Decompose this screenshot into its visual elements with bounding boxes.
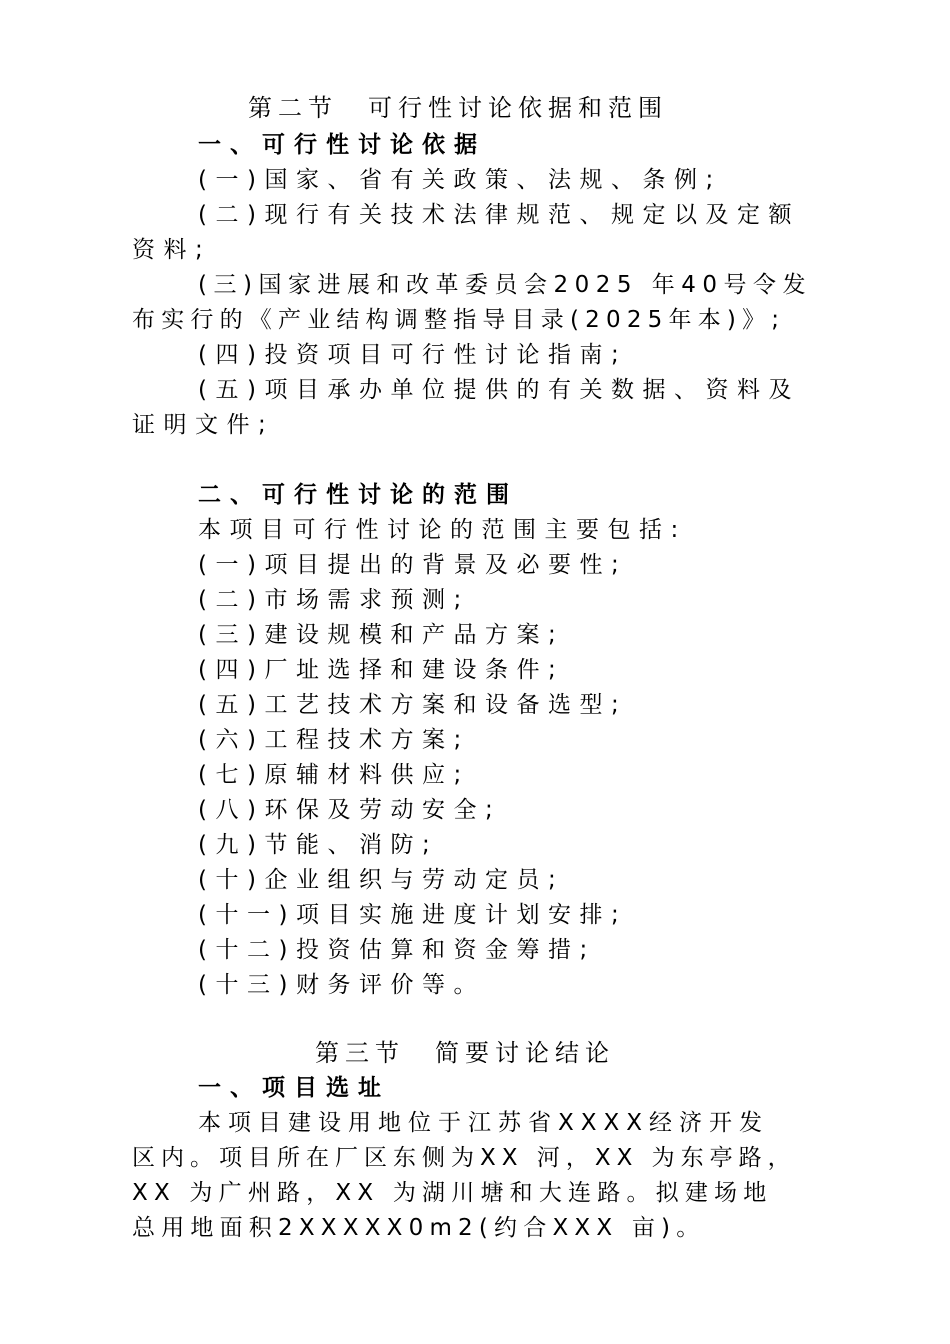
scope-item: (三)建设规模和产品方案; xyxy=(198,622,565,648)
site-heading: 一、项目选址 xyxy=(198,1075,390,1101)
scope-item: (十)企业组织与劳动定员; xyxy=(198,867,565,893)
site-paragraph-line: XX 为广州路，XX 为湖川塘和大连路。拟建场地 xyxy=(132,1180,773,1206)
scope-item: (九)节能、消防; xyxy=(198,832,439,858)
basis-item: (一)国家、省有关政策、法规、条例; xyxy=(198,167,722,193)
basis-item: (二)现行有关技术法律规范、规定以及定额 xyxy=(198,202,800,228)
scope-item: (四)厂址选择和建设条件; xyxy=(198,657,565,683)
basis-item: (五)项目承办单位提供的有关数据、资料及 xyxy=(198,377,800,403)
scope-heading: 二、可行性讨论的范围 xyxy=(198,482,518,508)
site-paragraph-line: 本项目建设用地位于江苏省XXXX经济开发 xyxy=(198,1110,770,1136)
scope-intro: 本项目可行性讨论的范围主要包括: xyxy=(198,517,687,543)
scope-item: (十二)投资估算和资金筹措; xyxy=(198,937,596,963)
site-paragraph-line: 区内。项目所在厂区东侧为XX 河，XX 为东亭路， xyxy=(132,1145,797,1171)
scope-item: (一)项目提出的背景及必要性; xyxy=(198,552,628,578)
scope-item: (七)原辅材料供应; xyxy=(198,762,470,788)
basis-heading: 一、可行性讨论依据 xyxy=(198,132,486,158)
section3-title: 第三节 简要讨论结论 xyxy=(315,1039,615,1067)
scope-item: (八)环保及劳动安全; xyxy=(198,797,502,823)
scope-item: (十三)财务评价等。 xyxy=(198,972,485,998)
scope-item: (十一)项目实施进度计划安排; xyxy=(198,902,628,928)
basis-item-continued: 资料; xyxy=(132,237,212,263)
section2-title: 第二节 可行性讨论依据和范围 xyxy=(248,94,668,122)
basis-item: (四)投资项目可行性讨论指南; xyxy=(198,342,628,368)
scope-item: (二)市场需求预测; xyxy=(198,587,470,613)
basis-item: (三)国家进展和改革委员会2025 年40号令发 xyxy=(198,272,813,298)
scope-item: (五)工艺技术方案和设备选型; xyxy=(198,692,628,718)
basis-item-continued: 布实行的《产业结构调整指导目录(2025年本)》; xyxy=(132,307,786,333)
site-paragraph-line: 总用地面积2XXXXX0m2(约合XXX 亩)。 xyxy=(132,1215,706,1241)
basis-item-continued: 证明文件; xyxy=(132,412,275,438)
scope-item: (六)工程技术方案; xyxy=(198,727,470,753)
